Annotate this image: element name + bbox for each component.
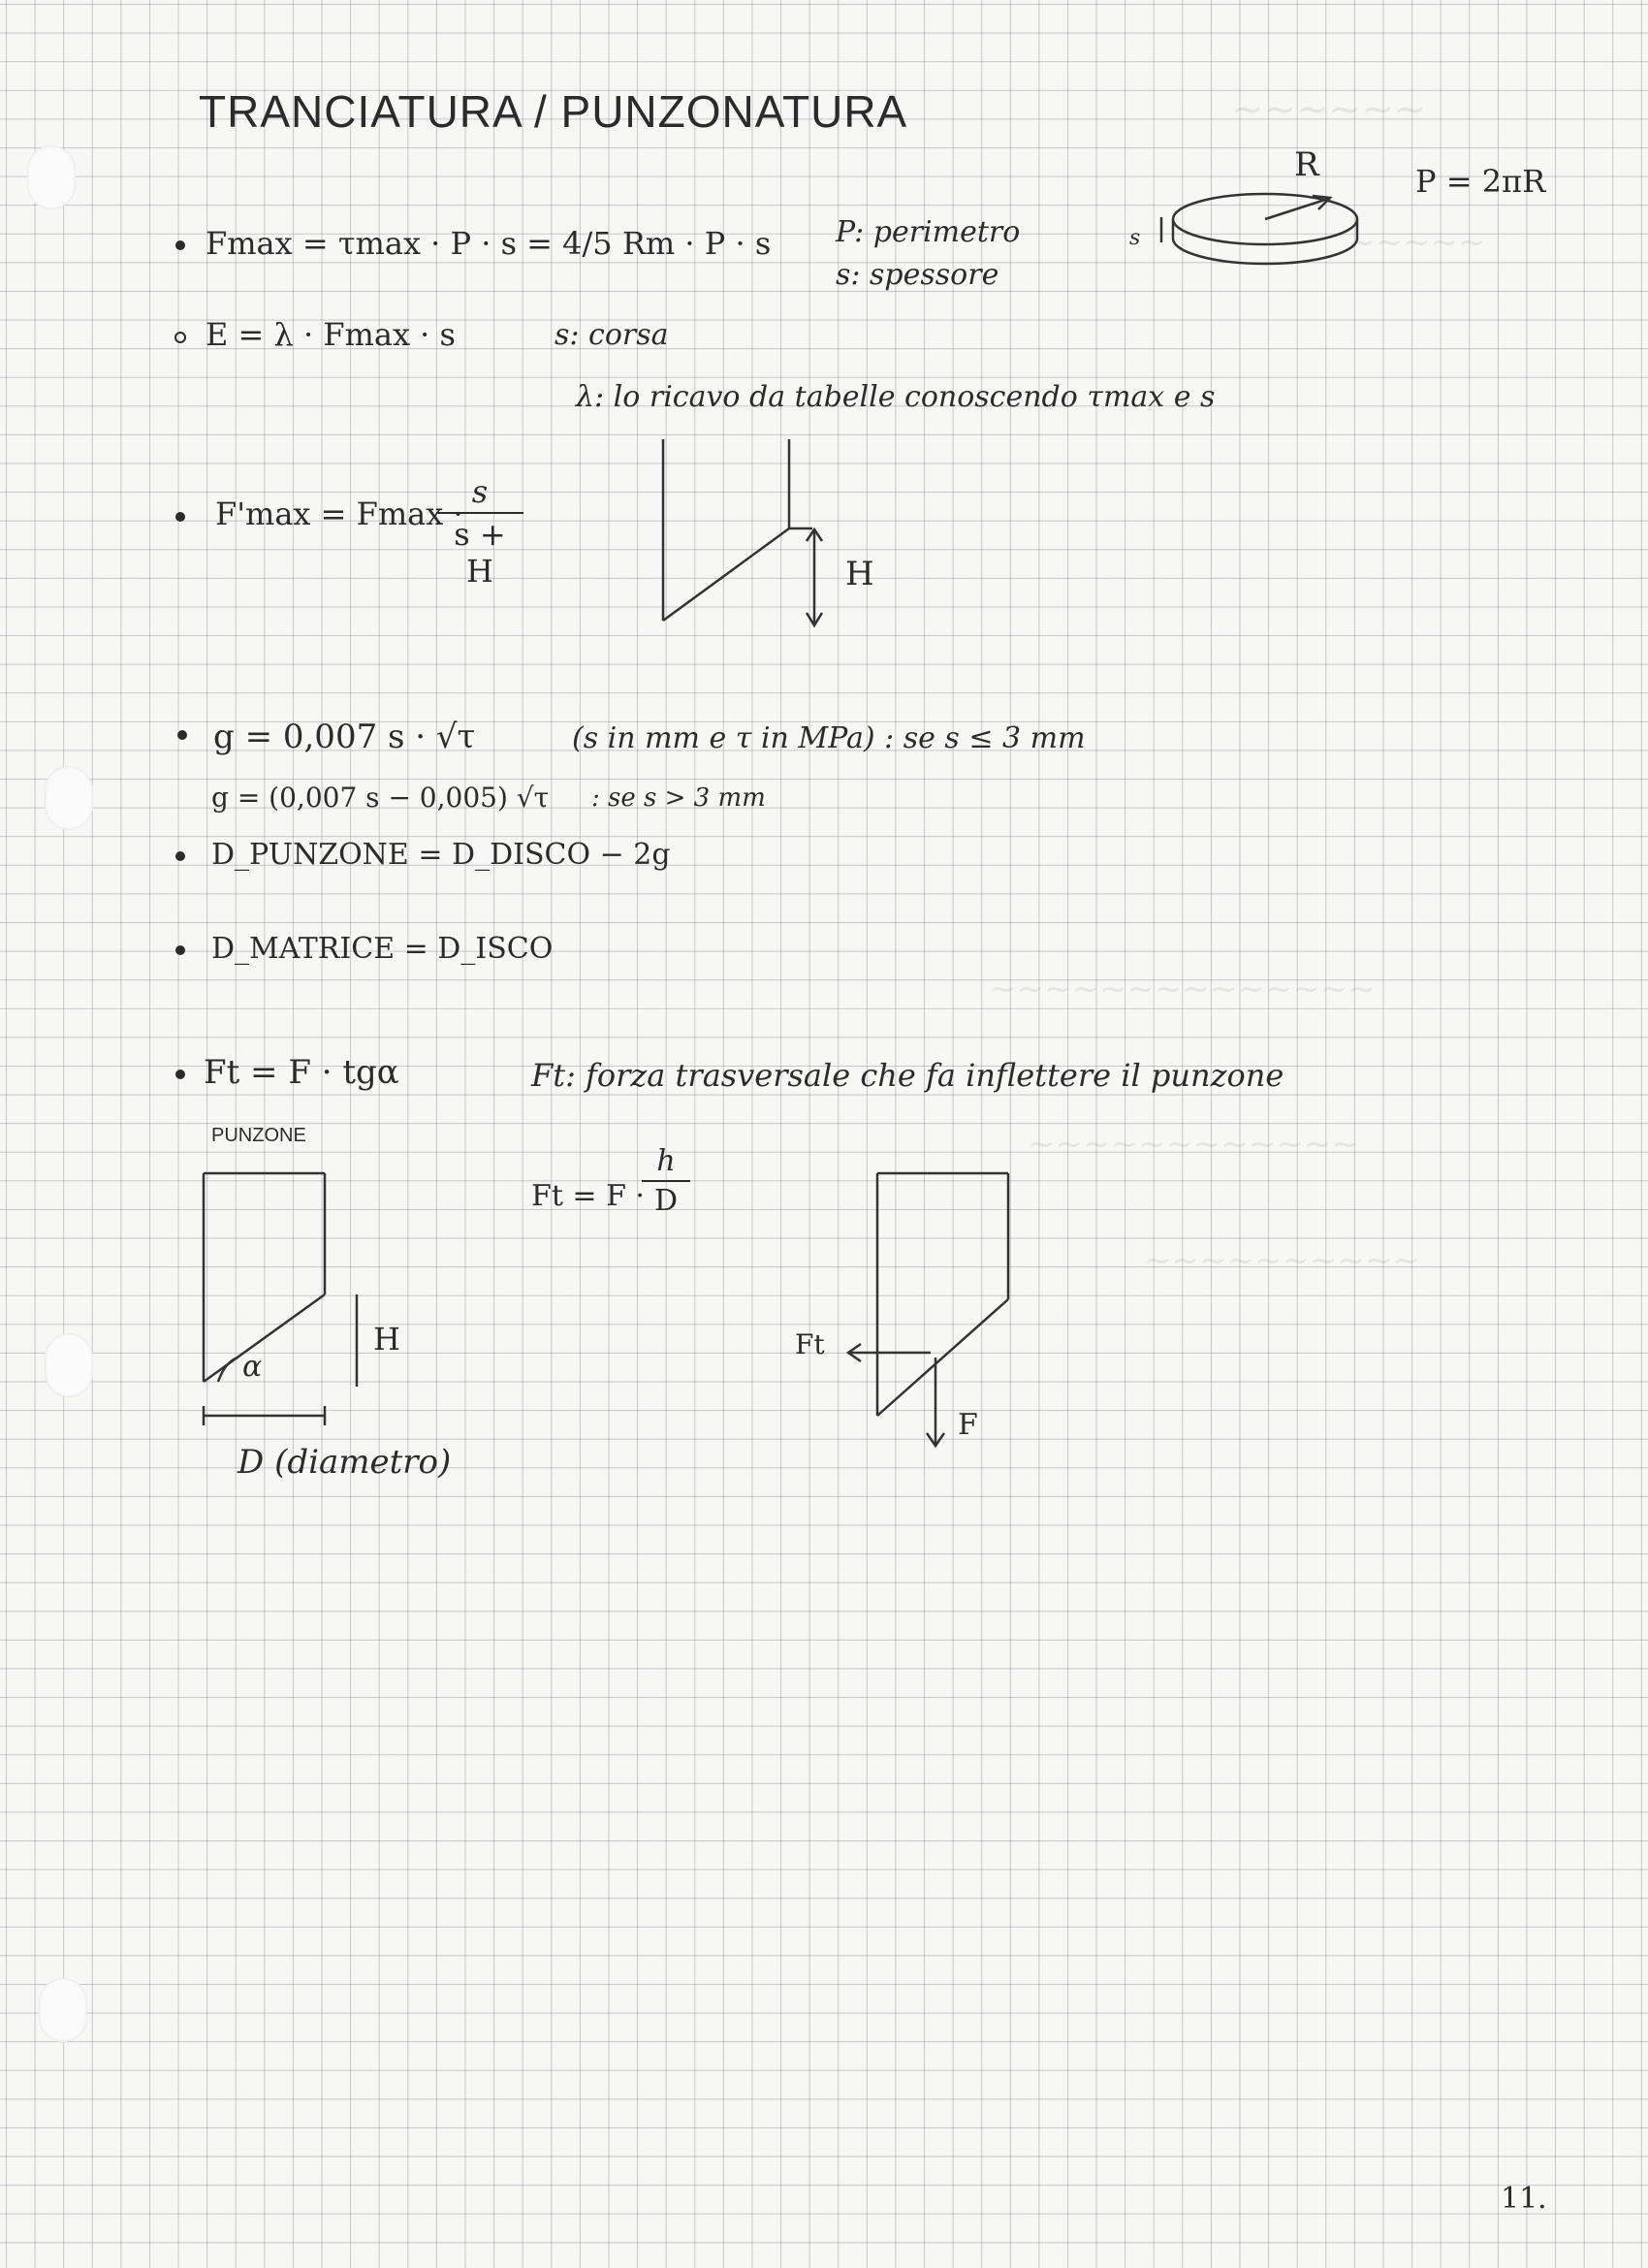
- fraction-h-over-d: [642, 1144, 690, 1218]
- fraction-bar: [642, 1180, 690, 1182]
- bullet: [175, 945, 185, 955]
- legend-lambda: λ: lo ricavo da tabelle conoscendo τmax e s: [576, 380, 1216, 414]
- ft-subformula: Ft = F ·: [531, 1179, 645, 1213]
- fraction-numerator: h: [656, 1144, 676, 1178]
- bullet: [174, 332, 186, 343]
- perimeter-formula: P = 2πR: [1415, 163, 1546, 200]
- disk-sketch: [1161, 194, 1357, 264]
- fraction-bar: [436, 512, 523, 514]
- punzone-h-label: H: [373, 1321, 400, 1358]
- alpha-label: α: [242, 1350, 263, 1384]
- legend-spessore: s: spessore: [836, 258, 999, 292]
- legend-perimetro: P: perimetro: [836, 215, 1021, 249]
- bleed-through: ~~~~~~: [1231, 87, 1427, 132]
- formula-fmax: Fmax = τmax · P · s = 4/5 Rm · P · s: [206, 225, 772, 262]
- page-number: 11.: [1501, 2182, 1547, 2216]
- fraction-denominator: s + H: [454, 516, 506, 590]
- fraction-s-over-s-plus-h: [436, 473, 523, 590]
- formula-ft: Ft = F · tgα: [204, 1053, 399, 1092]
- radius-label: R: [1294, 145, 1319, 184]
- bullet: [175, 851, 185, 861]
- force-sketch: [848, 1173, 1008, 1446]
- page-title: TRANCIATURA / PUNZONATURA: [199, 86, 908, 137]
- bleed-through: ~~~~~~~~~~~~: [1028, 1125, 1359, 1164]
- bullet: [175, 512, 185, 522]
- formula-gioco-2: g = (0,007 s − 0,005) √τ: [211, 782, 550, 814]
- formula-d-matrice: D_MATRICE = D_ISCO: [211, 932, 554, 966]
- formula-fmax-prime: F'max = Fmax ·: [215, 495, 463, 532]
- diameter-label: D (diametro): [238, 1443, 452, 1482]
- punzone-caption: PUNZONE: [211, 1125, 306, 1146]
- h-label: H: [845, 555, 874, 593]
- formula-gioco: g = 0,007 s · √τ: [213, 718, 476, 756]
- gioco-note-2: : se s > 3 mm: [591, 783, 766, 813]
- bleed-through: ~~~~~~~~~~: [1144, 1241, 1420, 1280]
- formula-d-punzone: D_PUNZONE = D_DISCO − 2g: [211, 838, 671, 872]
- gioco-note-1: (s in mm e τ in MPa) : se s ≤ 3 mm: [572, 721, 1086, 755]
- bullet: [175, 1070, 185, 1079]
- bleed-through: ~~~~~~~~~~~~~~: [989, 970, 1376, 1008]
- fraction-denominator: D: [653, 1184, 679, 1218]
- ft-description: Ft: forza trasversale che fa inflettere il punzone: [531, 1057, 1284, 1094]
- punch-stroke-sketch: [663, 439, 822, 625]
- bullet: [177, 730, 187, 740]
- punzone-sketch: [204, 1173, 357, 1425]
- bleed-through: ~~~~~: [1347, 223, 1486, 262]
- thickness-label: s: [1129, 226, 1141, 250]
- bullet: [175, 240, 185, 250]
- legend-corsa: s: corsa: [555, 318, 669, 352]
- f-force-label: F: [958, 1408, 978, 1442]
- formula-energy: E = λ · Fmax · s: [206, 316, 456, 353]
- fraction-numerator: s: [471, 473, 489, 510]
- ft-force-label: Ft: [795, 1328, 825, 1360]
